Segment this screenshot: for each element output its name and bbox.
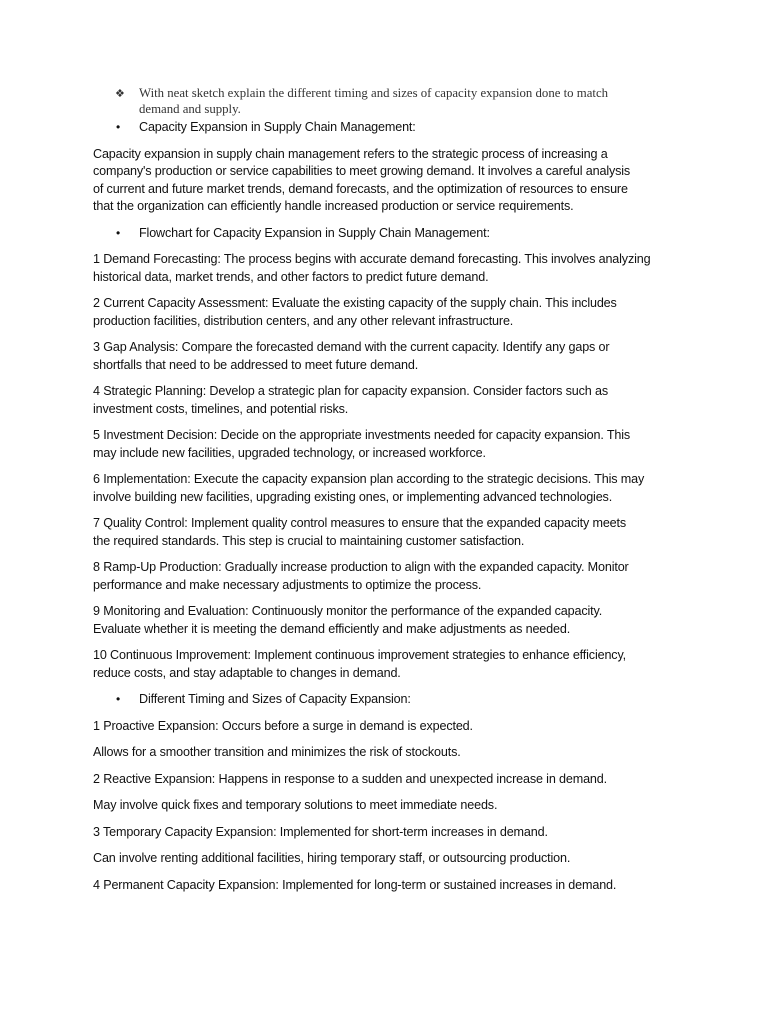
paragraph-line: Evaluate whether it is meeting the demand efficiently and make adjustments as needed. bbox=[93, 621, 571, 636]
step-paragraph bbox=[93, 471, 683, 506]
step-paragraph bbox=[93, 339, 683, 374]
paragraph-line: 1 Demand Forecasting: The process begins with accurate demand forecasting. This involves analyzing bbox=[93, 252, 651, 266]
timing-paragraph: 4 Permanent Capacity Expansion: Implemented for long-term or sustained increases in demand. bbox=[93, 877, 617, 892]
question-line: demand and supply. bbox=[139, 101, 241, 116]
paragraph-line: reduce costs, and stay adaptable to changes in demand. bbox=[93, 665, 401, 680]
timing-paragraph: 3 Temporary Capacity Expansion: Implemented for short-term increases in demand. bbox=[93, 824, 548, 839]
timing-paragraph: 2 Reactive Expansion: Happens in response to a sudden and unexpected increase in demand. bbox=[93, 771, 607, 786]
intro-paragraph bbox=[93, 146, 683, 216]
step-paragraph bbox=[93, 427, 683, 462]
bullet-icon: • bbox=[116, 692, 121, 706]
timing-paragraph: Can involve renting additional facilities, hiring temporary staff, or outsourcing production. bbox=[93, 851, 571, 865]
section-heading bbox=[116, 225, 683, 243]
bullet-icon: • bbox=[116, 225, 121, 240]
timing-paragraph: Allows for a smoother transition and minimizes the risk of stockouts. bbox=[93, 745, 461, 759]
heading-text: Flowchart for Capacity Expansion in Supply Chain Management: bbox=[139, 225, 490, 240]
timing-paragraph: May involve quick fixes and temporary solutions to meet immediate needs. bbox=[93, 798, 498, 812]
paragraph-line: 5 Investment Decision: Decide on the appropriate investments needed for capacity expansion. This bbox=[93, 428, 631, 442]
paragraph-line: 2 Current Capacity Assessment: Evaluate the existing capacity of the supply chain. This includes bbox=[93, 296, 617, 310]
step-paragraph bbox=[93, 515, 683, 550]
paragraph-line: 8 Ramp-Up Production: Gradually increase production to align with the expanded capacity. Monitor bbox=[93, 560, 629, 574]
paragraph-line: shortfalls that need to be addressed to meet future demand. bbox=[93, 357, 419, 372]
step-paragraph bbox=[93, 295, 683, 330]
paragraph-line: 10 Continuous Improvement: Implement continuous improvement strategies to enhance efficiency, bbox=[93, 648, 627, 662]
paragraph-line: investment costs, timelines, and potential risks. bbox=[93, 401, 349, 416]
step-paragraph bbox=[93, 383, 683, 418]
step-paragraph bbox=[93, 559, 683, 594]
timing-paragraph: 1 Proactive Expansion: Occurs before a surge in demand is expected. bbox=[93, 718, 473, 733]
paragraph-line: company's production or service capabilities to meet growing demand. It involves a careful analysis bbox=[93, 164, 631, 178]
section-heading bbox=[116, 691, 683, 709]
paragraph-line: Capacity expansion in supply chain management refers to the strategic process of increasing a bbox=[93, 146, 608, 161]
document-body bbox=[93, 86, 683, 894]
step-paragraph bbox=[93, 603, 683, 638]
heading-text: Capacity Expansion in Supply Chain Management: bbox=[139, 120, 416, 134]
section-heading bbox=[116, 119, 683, 137]
paragraph-line: 4 Strategic Planning: Develop a strategic plan for capacity expansion. Consider factors such as bbox=[93, 384, 608, 398]
paragraph-line: of current and future market trends, demand forecasts, and the optimization of resources to ensure bbox=[93, 181, 628, 196]
step-paragraph bbox=[93, 251, 683, 286]
heading-text: Different Timing and Sizes of Capacity Expansion: bbox=[139, 692, 411, 706]
paragraph-line: involve building new facilities, upgrading existing ones, or implementing advanced technologies. bbox=[93, 489, 613, 504]
question-line: With neat sketch explain the different timing and sizes of capacity expansion done to match bbox=[139, 86, 609, 100]
paragraph-line: the required standards. This step is crucial to maintaining customer satisfaction. bbox=[93, 533, 525, 548]
paragraph-line: 7 Quality Control: Implement quality control measures to ensure that the expanded capacity meets bbox=[93, 516, 627, 530]
paragraph-line: 6 Implementation: Execute the capacity expansion plan according to the strategic decisions. This may bbox=[93, 472, 645, 486]
paragraph-line: 9 Monitoring and Evaluation: Continuously monitor the performance of the expanded capacity. bbox=[93, 604, 603, 618]
step-paragraph bbox=[93, 647, 683, 682]
diamond-bullet-icon: ❖ bbox=[115, 87, 125, 100]
paragraph-line: historical data, market trends, and other factors to predict future demand. bbox=[93, 269, 489, 284]
question-item bbox=[115, 86, 683, 117]
paragraph-line: 3 Gap Analysis: Compare the forecasted demand with the current capacity. Identify any gaps or bbox=[93, 340, 610, 354]
paragraph-line: may include new facilities, upgraded technology, or increased workforce. bbox=[93, 445, 486, 460]
bullet-icon: • bbox=[116, 120, 121, 134]
paragraph-line: production facilities, distribution centers, and any other relevant infrastructure. bbox=[93, 313, 514, 328]
paragraph-line: performance and make necessary adjustments to optimize the process. bbox=[93, 577, 482, 592]
paragraph-line: that the organization can efficiently handle increased production or service requirements. bbox=[93, 199, 574, 213]
